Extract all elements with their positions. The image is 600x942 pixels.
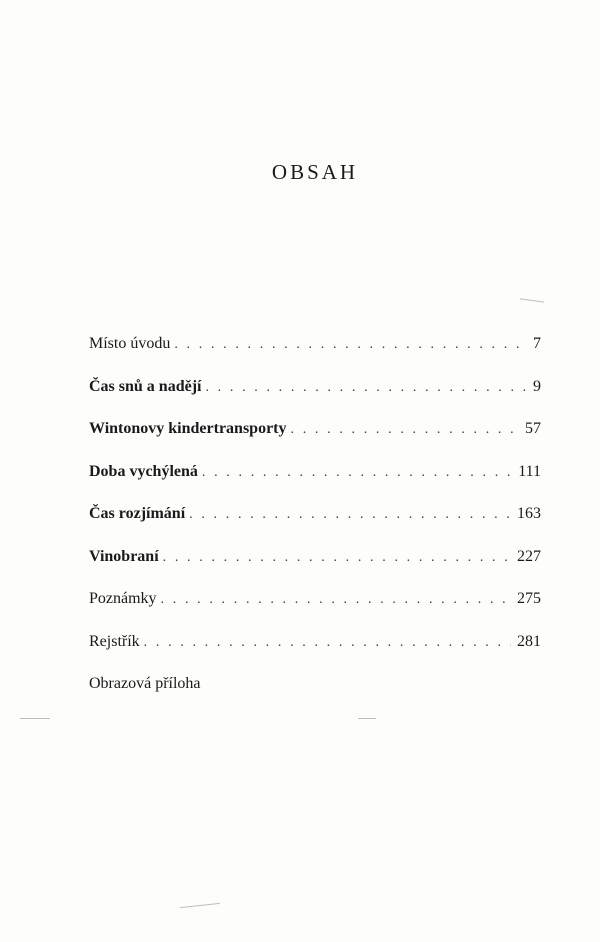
toc-entry-label: Vinobraní [89,547,159,565]
dot-leader [163,548,511,568]
toc-entry-obrazova-priloha [89,674,541,717]
toc-entry-label: Poznámky [89,590,157,607]
dot-leader [189,505,511,525]
toc-entry-wintonovy [89,419,541,462]
toc-entry-vinobrani [89,547,541,590]
dot-leader [202,463,512,483]
dot-leader [205,378,527,398]
toc-entry-label: Čas snů a nadějí [89,377,202,395]
toc-entry-cas-snu [89,377,541,420]
toc-entry-misto-uvodu [89,334,541,377]
toc-entry-page: 7 [533,335,541,352]
toc-entry-page: 9 [533,377,541,395]
toc-entry-rejstrik [89,632,541,675]
toc-entry-page: 163 [517,505,541,522]
toc-entry-page: 281 [517,632,541,650]
toc-entry-label: Wintonovy kindertransporty [89,420,287,437]
toc-entry-doba-vychylena [89,462,541,505]
toc-entry-page: 111 [518,462,541,480]
dot-leader [291,420,519,440]
toc-entry-cas-rozjimani [89,504,541,547]
scan-mark [358,718,376,719]
toc-entry-page: 57 [525,420,541,437]
toc-entry-label: Doba vychýlená [89,462,198,480]
dot-leader [161,590,511,610]
dot-leader [174,335,527,355]
toc-entry-label: Obrazová příloha [89,675,201,692]
toc-entry-poznamky [89,589,541,632]
scan-mark [20,718,50,719]
page-title: OBSAH [271,160,359,184]
toc-entry-label: Čas rozjímání [89,505,186,522]
table-of-contents [89,334,541,717]
toc-entry-label: Rejstřík [89,632,140,650]
scan-mark [180,903,220,908]
toc-entry-page: 227 [517,547,541,565]
toc-entry-label: Místo úvodu [89,335,171,352]
dot-leader [144,633,511,653]
scan-mark [520,298,544,302]
toc-entry-page: 275 [517,590,541,607]
